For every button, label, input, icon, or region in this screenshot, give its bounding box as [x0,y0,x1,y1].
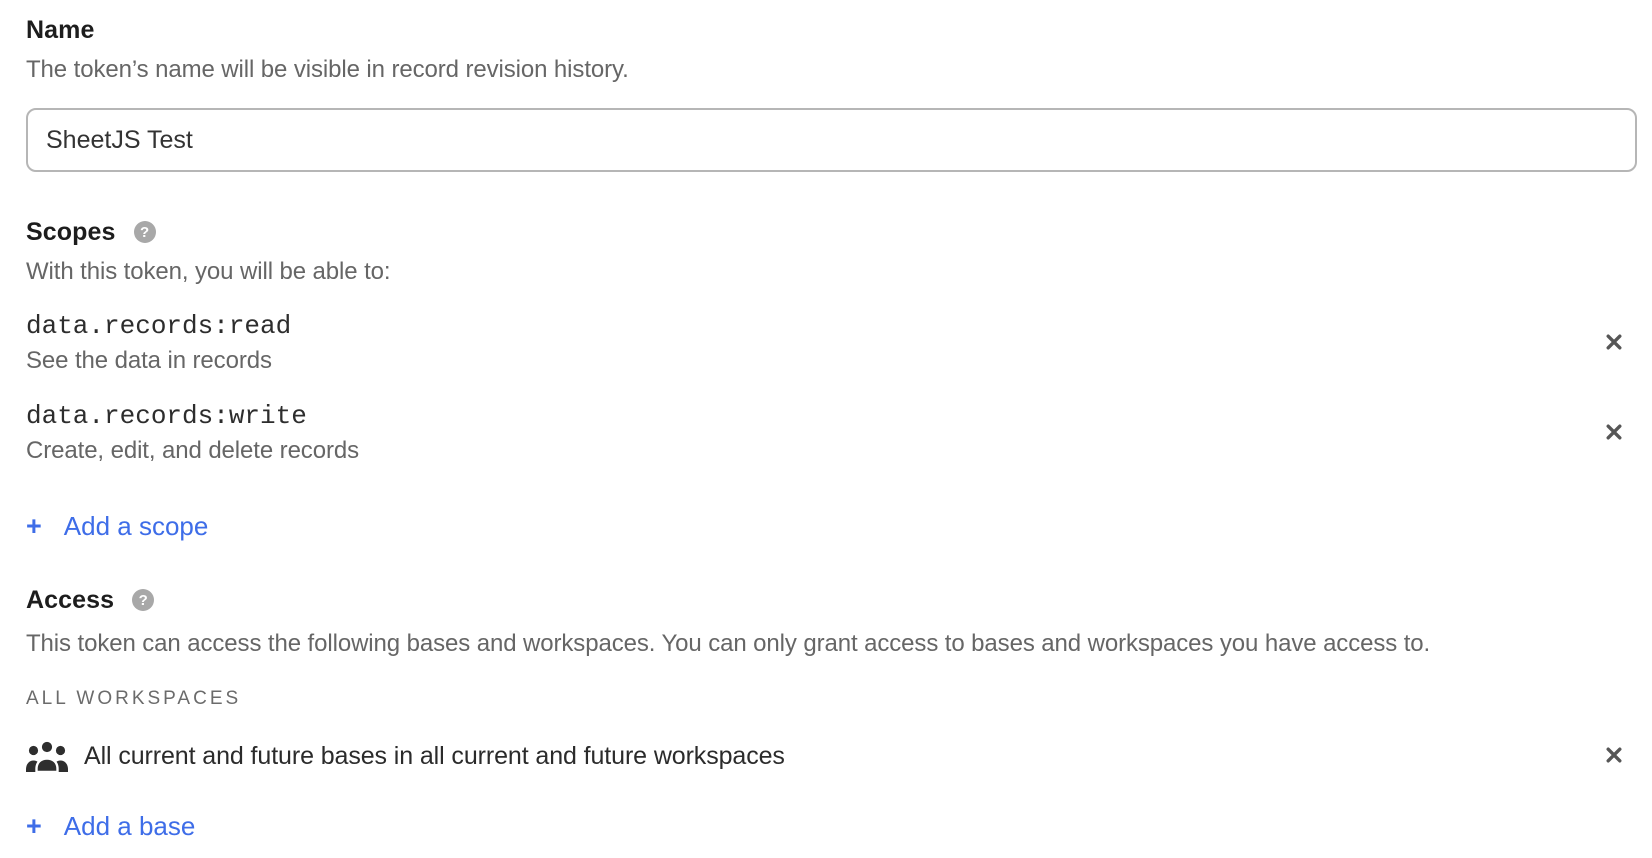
name-section-description: The token’s name will be visible in record revision history. [26,56,629,83]
remove-access-button[interactable] [1599,741,1629,771]
access-section-title: Access [26,586,115,614]
scope-name: data.records:write [26,401,307,431]
close-icon [1604,332,1624,355]
scope-description: See the data in records [26,347,272,374]
scopes-heading-row [26,216,1637,248]
scope-description: Create, edit, and delete records [26,437,359,464]
add-scope-label: Add a scope [63,511,209,541]
token-name-input[interactable] [26,108,1637,172]
access-heading-row [26,584,1637,616]
access-section-description: This token can access the following bases and workspaces. You can only grant access to bases and workspaces you have access to. [26,630,1431,657]
access-entry-label: All current and future bases in all current and future workspaces [84,742,785,770]
remove-scope-button[interactable] [1599,418,1629,448]
all-workspaces-label: ALL WORKSPACES [26,688,242,709]
access-entry-row [26,738,1637,774]
remove-scope-button[interactable] [1599,328,1629,358]
close-icon [1604,745,1624,768]
plus-icon: + [26,811,42,841]
scopes-help-icon[interactable]: ? [134,221,156,243]
close-icon [1604,422,1624,445]
plus-icon: + [26,511,42,541]
add-base-button[interactable] [26,810,195,842]
scope-name: data.records:read [26,311,292,341]
people-group-icon [26,740,68,773]
scopes-section-description: With this token, you will be able to: [26,258,391,285]
scopes-section-title: Scopes [26,218,116,246]
access-help-icon[interactable]: ? [132,589,154,611]
add-scope-button[interactable] [26,510,208,542]
scope-text [26,398,359,468]
access-entry [26,738,785,774]
scope-row-data-records-read [26,308,1637,378]
scope-text [26,308,291,378]
name-section-title: Name [26,16,95,44]
add-base-label: Add a base [63,811,196,841]
scope-row-data-records-write [26,398,1637,468]
